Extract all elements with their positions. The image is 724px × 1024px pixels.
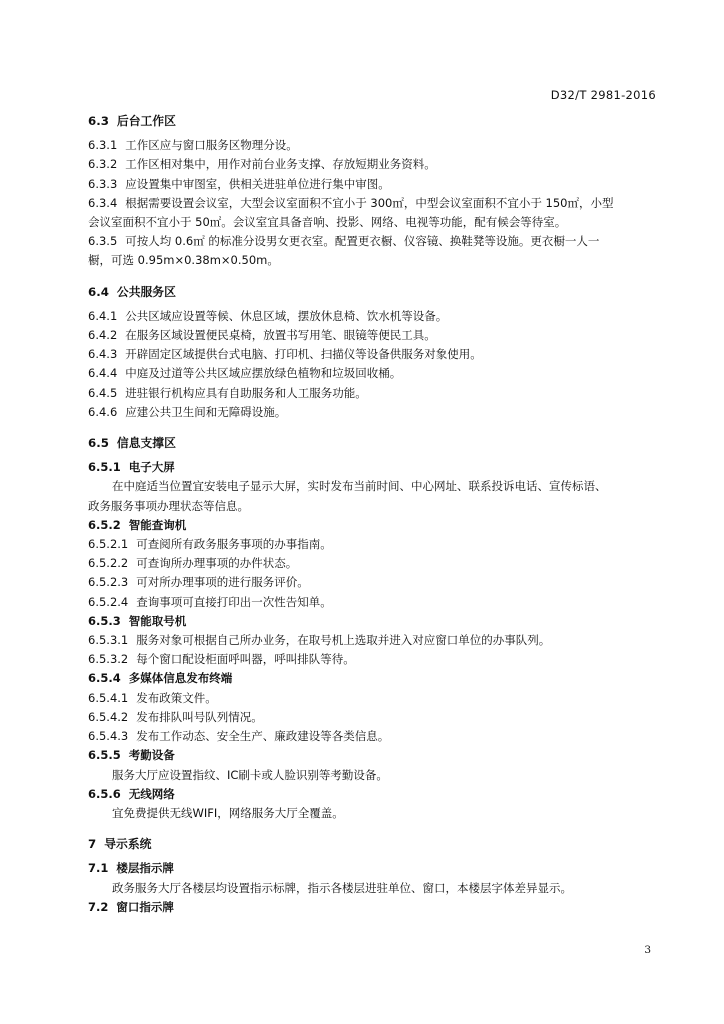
paragraph: 宜免费提供无线WIFI，网络服务大厅全覆盖。 — [112, 805, 344, 820]
paragraph: 服务大厅应设置指纹、IC刷卡或人脸识别等考勤设备。 — [112, 767, 388, 782]
list-item: 6.3.1 工作区应与窗口服务区物理分设。 — [88, 138, 298, 153]
list-item: 6.5.4.2 发布排队叫号队列情况。 — [88, 709, 263, 724]
list-item-continued: 会议室面积不宜小于 50㎡。会议室宜具备音响、投影、网络、电视等功能，配有候会等待室。 — [88, 215, 567, 230]
section-heading: 6.4 公共服务区 — [88, 284, 176, 299]
list-item: 6.4.3 开辟固定区域提供台式电脑、打印机、扫描仪等设备供服务对象使用。 — [88, 347, 482, 362]
list-item: 6.3.5 可按人均 0.6㎡ 的标准分设男女更衣室。配置更衣橱、仪容镜、换鞋凳等设施。更衣橱一人一 — [88, 234, 600, 249]
list-item: 6.3.2 工作区相对集中，用作对前台业务支撑、存放短期业务资料。 — [88, 157, 436, 172]
list-item: 6.5.4.1 发布政策文件。 — [88, 690, 217, 705]
subsection-heading: 6.5.1 电子大屏 — [88, 460, 175, 475]
list-item: 6.5.2.2 可查询所办理事项的办件状态。 — [88, 556, 298, 571]
list-item: 6.5.2.4 查询事项可直接打印出一次性告知单。 — [88, 594, 332, 609]
subsection-heading: 6.5.5 考勤设备 — [88, 748, 175, 763]
paragraph-continued: 政务服务事项办理状态等信息。 — [88, 498, 249, 513]
list-item: 6.5.4.3 发布工作动态、安全生产、廉政建设等各类信息。 — [88, 729, 390, 744]
subsection-heading: 7.2 窗口指示牌 — [88, 899, 174, 914]
paragraph: 在中庭适当位置宜安装电子显示大屏，实时发布当前时间、中心网址、联系投诉电话、宣传标语、 — [112, 479, 607, 494]
list-item: 6.4.5 进驻银行机构应具有自助服务和人工服务功能。 — [88, 385, 367, 400]
list-item: 6.3.3 应设置集中审图室，供相关进驻单位进行集中审图。 — [88, 176, 390, 191]
subsection-heading: 6.5.2 智能查询机 — [88, 517, 187, 532]
list-item: 6.4.1 公共区域应设置等候、休息区域，摆放休息椅、饮水机等设备。 — [88, 308, 448, 323]
subsection-heading: 6.5.6 无线网络 — [88, 786, 175, 801]
section-heading: 6.3 后台工作区 — [88, 114, 176, 128]
list-item: 6.5.2.3 可对所办理事项的进行服务评价。 — [88, 575, 309, 590]
list-item: 6.3.4 根据需要设置会议室，大型会议室面积不宜小于 300㎡，中型会议室面积不宜小于 150㎡，小型 — [88, 195, 614, 210]
section-heading: 7 导示系统 — [88, 837, 152, 852]
paragraph: 政务服务大厅各楼层均设置指示标牌，指示各楼层进驻单位、窗口，本楼层字体差异显示。 — [112, 880, 572, 895]
subsection-heading: 6.5.4 多媒体信息发布终端 — [88, 671, 233, 686]
subsection-heading: 7.1 楼层指示牌 — [88, 861, 174, 876]
subsection-heading: 6.5.3 智能取号机 — [88, 613, 187, 628]
list-item-continued: 橱，可选 0.95m×0.38m×0.50m。 — [88, 253, 279, 268]
list-item: 6.4.6 应建公共卫生间和无障碍设施。 — [88, 404, 287, 419]
section-heading: 6.5 信息支撑区 — [88, 436, 176, 451]
list-item: 6.4.4 中庭及过道等公共区域应摆放绿色植物和垃圾回收桶。 — [88, 366, 402, 381]
list-item: 6.5.2.1 可查阅所有政务服务事项的办事指南。 — [88, 537, 332, 552]
list-item: 6.5.3.2 每个窗口配设柜面呼叫器，呼叫排队等待。 — [88, 652, 355, 667]
list-item: 6.4.2 在服务区域设置便民桌椅，放置书写用笔、眼镜等便民工具。 — [88, 328, 436, 343]
standard-code: D32/T 2981-2016 — [550, 88, 656, 102]
list-item: 6.5.3.1 服务对象可根据自己所办业务，在取号机上选取并进入对应窗口单位的办事队列。 — [88, 633, 551, 648]
page-number: 3 — [644, 944, 651, 956]
page-content — [88, 112, 660, 917]
